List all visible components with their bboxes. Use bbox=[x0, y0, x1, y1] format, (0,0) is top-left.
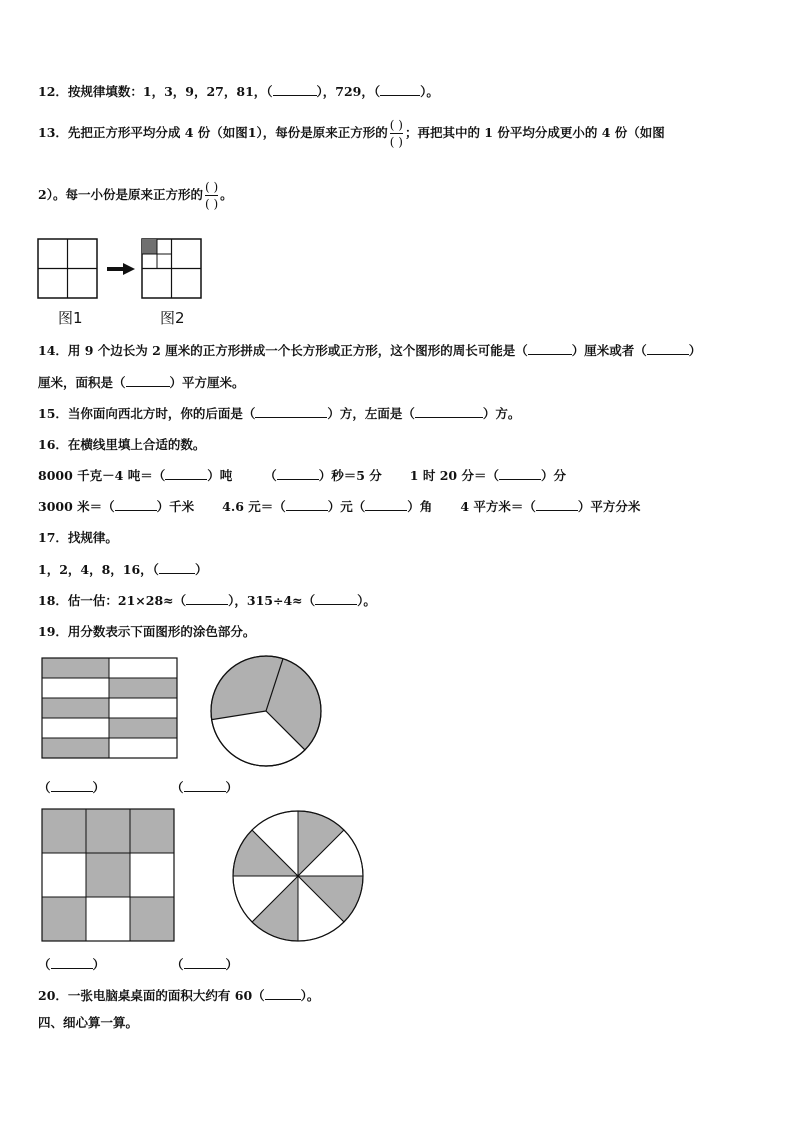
answer-blank[interactable] bbox=[51, 780, 93, 792]
answer-blank[interactable] bbox=[380, 84, 420, 96]
q19-answer-2: （ ） bbox=[171, 780, 239, 795]
answer-blank[interactable] bbox=[415, 406, 483, 418]
shaded-circle-thirds bbox=[209, 654, 325, 770]
q19-answer-4: （ ） bbox=[171, 957, 239, 972]
question-13-line-1: 13．先把正方形平均分成 4 份（如图1），每份是原来正方形的 $\frac{( )}{( )}$ ；再把其中的 1 份平均分成更小的 4 份（如图 bbox=[38, 118, 665, 149]
q19-answer-1: （ ） bbox=[38, 780, 106, 795]
question-20: 20．一张电脑桌桌面的面积大约有 60（ ）。 bbox=[38, 988, 320, 1003]
shaded-circle-eighths bbox=[231, 809, 367, 945]
figure-1-square bbox=[38, 239, 97, 298]
answer-blank[interactable] bbox=[647, 343, 689, 355]
shaded-small-square bbox=[142, 239, 157, 254]
shaded-rectangle-grid bbox=[41, 657, 181, 761]
section-4-title: 四、细心算一算。 bbox=[38, 1015, 139, 1030]
answer-blank[interactable] bbox=[51, 957, 93, 969]
question-12: 12．按规律填数：1，3，9，27，81，（ ），729，（ ）。 bbox=[38, 84, 439, 99]
question-17-sequence: 1，2，4，8，16，（ ） bbox=[38, 562, 208, 577]
answer-blank[interactable] bbox=[184, 957, 226, 969]
square-division-figure bbox=[37, 238, 217, 302]
answer-blank[interactable] bbox=[315, 593, 357, 605]
arrow-icon bbox=[107, 263, 135, 275]
question-15: 15．当你面向西北方时，你的后面是（ ）方，左面是（ ）方。 bbox=[38, 406, 521, 421]
answer-blank[interactable] bbox=[186, 593, 228, 605]
answer-blank[interactable] bbox=[159, 562, 195, 574]
answer-blank[interactable] bbox=[126, 375, 170, 387]
answer-blank[interactable] bbox=[536, 499, 578, 511]
fraction-blank[interactable]: $\frac{( )}{( )}$ bbox=[204, 180, 219, 211]
answer-blank[interactable] bbox=[273, 84, 317, 96]
answer-blank[interactable] bbox=[286, 499, 328, 511]
question-16-row-1: 8000 千克－4 吨＝（ ）吨 （ ）秒＝5 分 1 时 20 分＝（ ）分 bbox=[38, 468, 566, 483]
answer-blank[interactable] bbox=[115, 499, 157, 511]
answer-blank[interactable] bbox=[499, 468, 541, 480]
question-16-row-2: 3000 米＝（ ）千米 4.6 元＝（ ）元（ ）角 4 平方米＝（ ）平方分米 bbox=[38, 499, 641, 514]
question-19-title: 19．用分数表示下面图形的涂色部分。 bbox=[38, 624, 256, 639]
question-18: 18．估一估：21×28≈（ ），315÷4≈（ ）。 bbox=[38, 593, 376, 608]
fraction-blank[interactable]: $\frac{( )}{( )}$ bbox=[389, 118, 403, 149]
question-17-title: 17．找规律。 bbox=[38, 530, 118, 545]
question-14-line-2: 厘米，面积是（ ）平方厘米。 bbox=[38, 375, 245, 390]
figure-2-caption: 图2 bbox=[160, 309, 185, 327]
answer-blank[interactable] bbox=[365, 499, 407, 511]
answer-blank[interactable] bbox=[255, 406, 327, 418]
answer-blank[interactable] bbox=[165, 468, 207, 480]
answer-blank[interactable] bbox=[265, 988, 301, 1000]
figure-2-square bbox=[142, 239, 201, 298]
answer-blank[interactable] bbox=[528, 343, 572, 355]
answer-blank[interactable] bbox=[184, 780, 226, 792]
pie-slices bbox=[233, 811, 363, 941]
question-16-title: 16．在横线里填上合适的数。 bbox=[38, 437, 206, 452]
q19-answer-3: （ ） bbox=[38, 957, 106, 972]
shaded-square-grid bbox=[41, 808, 177, 944]
answer-blank[interactable] bbox=[277, 468, 319, 480]
question-13-line-2: 2）。每一小份是原来正方形的 $\frac{( )}{( )}$ 。 bbox=[38, 180, 233, 211]
figure-1-caption: 图1 bbox=[58, 309, 83, 327]
question-14-line-1: 14．用 9 个边长为 2 厘米的正方形拼成一个长方形或正方形，这个图形的周长可能是（ ）厘米或者（ ） bbox=[38, 343, 702, 358]
